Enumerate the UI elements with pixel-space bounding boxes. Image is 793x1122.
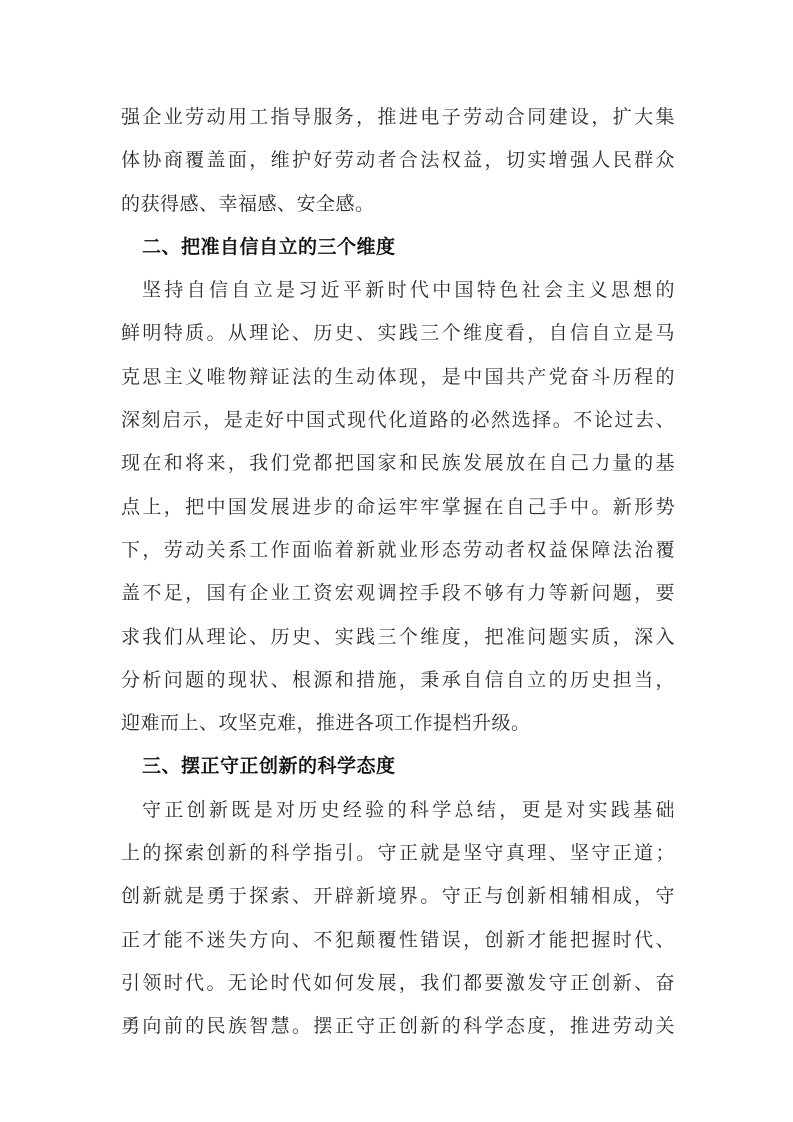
section-heading-2: 二、把准自信自立的三个维度 <box>142 235 396 258</box>
paragraph-continuation <box>121 96 675 226</box>
text-line: 守正创新既是对历史经验的科学总结，更是对实践基础 <box>142 798 675 821</box>
text-line: 迎难而上、攻坚克难，推进各项工作提档升级。 <box>121 712 531 735</box>
text-line: 引领时代。无论时代如何发展，我们都要激发守正创新、奋 <box>121 971 675 994</box>
paragraph-self-reliance <box>121 269 675 745</box>
text-line: 强企业劳动用工指导服务，推进电子劳动合同建设，扩大集 <box>121 106 675 128</box>
text-line: 克思主义唯物辩证法的生动体现，是中国共产党奋斗历程的 <box>121 365 675 388</box>
text-line: 坚持自信自立是习近平新时代中国特色社会主义思想的 <box>142 279 675 302</box>
text-line: 求我们从理论、历史、实践三个维度，把准问题实质，深入 <box>121 625 675 648</box>
text-line: 正才能不迷失方向、不犯颠覆性错误，创新才能把握时代、 <box>121 928 675 951</box>
text-line: 上的探索创新的科学指引。守正就是坚守真理、坚守正道； <box>121 842 675 865</box>
document-page <box>121 96 675 1049</box>
paragraph-innovation <box>121 789 675 1049</box>
text-line: 现在和将来，我们党都把国家和民族发展放在自己力量的基 <box>121 452 675 475</box>
text-line: 下，劳动关系工作面临着新就业形态劳动者权益保障法治覆 <box>121 538 675 561</box>
text-line: 的获得感、幸福感、安全感。 <box>121 192 375 215</box>
text-line: 点上，把中国发展进步的命运牢牢掌握在自己手中。新形势 <box>121 495 675 518</box>
text-line: 鲜明特质。从理论、历史、实践三个维度看，自信自立是马 <box>121 322 675 345</box>
section-heading-3: 三、摆正守正创新的科学态度 <box>142 755 396 778</box>
text-line: 勇向前的民族智慧。摆正守正创新的科学态度，推进劳动关 <box>121 1015 675 1038</box>
text-line: 盖不足，国有企业工资宏观调控手段不够有力等新问题，要 <box>121 582 675 605</box>
text-line: 创新就是勇于探索、开辟新境界。守正与创新相辅相成，守 <box>121 885 675 908</box>
text-line: 分析问题的现状、根源和措施，秉承自信自立的历史担当， <box>121 668 675 691</box>
text-line: 深刻启示，是走好中国式现代化道路的必然选择。不论过去、 <box>121 409 675 432</box>
text-line: 体协商覆盖面，维护好劳动者合法权益，切实增强人民群众 <box>121 149 675 172</box>
